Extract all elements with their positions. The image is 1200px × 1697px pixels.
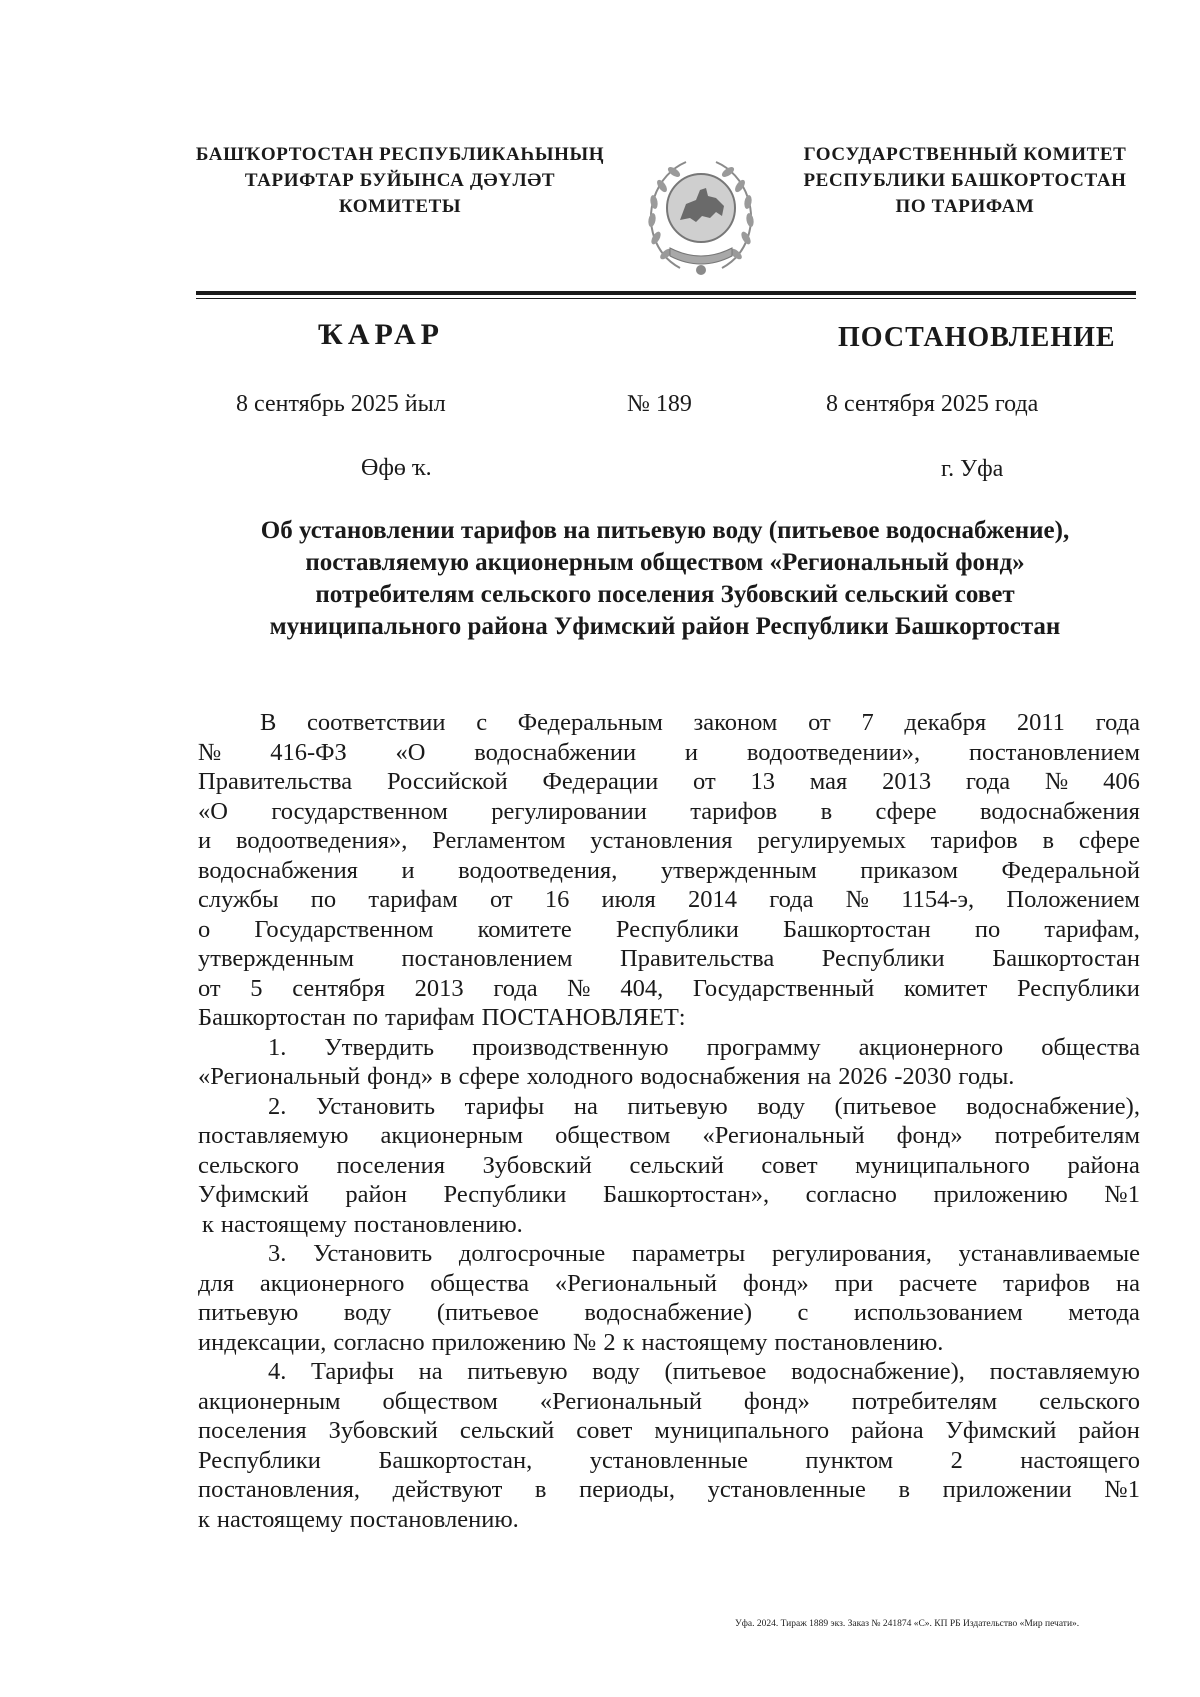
header-left-line: КОМИТЕТЫ: [338, 196, 462, 217]
body-word: к: [622, 1328, 635, 1356]
body-line: [198, 1033, 1140, 1063]
body-word: совет: [576, 1417, 633, 1444]
body-word: «Региональный: [198, 1063, 361, 1090]
body-line: [198, 1357, 1140, 1387]
body-word: сельский: [459, 1417, 555, 1444]
body-word: 3.: [268, 1240, 287, 1267]
body-word: постановлению.: [349, 1505, 519, 1533]
body-word: постановлением: [401, 945, 573, 972]
body-word: 13: [750, 768, 775, 795]
title-line: Об установлении тарифов на питьевую воду (питьевое водоснабжение),: [260, 517, 1070, 544]
doc-type-bashkir: ҠАРАР: [318, 318, 445, 351]
body-word: поселения: [198, 1417, 307, 1444]
header-right-line: РЕСПУБЛИКИ БАШКОРТОСТАН: [803, 170, 1127, 191]
body-word: на: [807, 1063, 832, 1090]
body-word: и: [684, 738, 699, 766]
body-word: установленные: [707, 1476, 866, 1503]
body-word: Российской: [386, 768, 508, 795]
body-line: [198, 708, 1140, 738]
body-word: ПОСТАНОВЛЯЕТ:: [481, 1004, 686, 1031]
body-word: водоснабжении: [474, 738, 637, 766]
body-word: (питьевое: [834, 1092, 937, 1120]
body-word: водоотведении»,: [746, 738, 921, 766]
body-word: по: [974, 915, 1001, 943]
body-word: установленные: [589, 1446, 748, 1474]
body-word: тарифов: [1003, 1269, 1091, 1297]
body-line: [198, 1062, 1140, 1092]
body-word: года: [1095, 709, 1140, 736]
body-word: Башкортостан»,: [602, 1181, 770, 1208]
body-word: 5: [250, 974, 263, 1002]
body-word: Правительства: [198, 768, 353, 795]
body-word: муниципального: [855, 1151, 1030, 1179]
body-word: настоящему: [220, 1210, 347, 1238]
body-word: Республики: [1016, 974, 1140, 1002]
body-word: утвержденным: [660, 856, 817, 884]
body-word: на: [573, 1092, 598, 1120]
body-word: настоящему: [641, 1328, 768, 1356]
body-word: производственную: [472, 1033, 669, 1061]
body-word: №: [567, 974, 591, 1002]
body-word: Государственном: [254, 915, 434, 943]
body-word: Положением: [1006, 886, 1140, 913]
body-word: приказом: [860, 856, 958, 884]
body-word: 2: [603, 1328, 616, 1356]
body-word: воду: [343, 1299, 392, 1326]
body-line: [198, 885, 1140, 915]
body-word: устанавливаемые: [958, 1240, 1140, 1267]
body-word: приложению: [431, 1328, 566, 1356]
doc-type-russian: ПОСТАНОВЛЕНИЕ: [838, 322, 1116, 353]
body-word: Уфимский: [198, 1181, 309, 1208]
body-word: Федеральной: [1001, 856, 1140, 884]
body-word: Зубовский: [328, 1417, 438, 1444]
body-word: года: [965, 768, 1011, 795]
body-word: тарифам: [368, 886, 458, 913]
body-word: от: [198, 974, 221, 1002]
body-word: Утвердить: [324, 1033, 435, 1061]
body-line: [198, 1210, 1140, 1240]
body-word: совет: [761, 1151, 818, 1179]
body-word: 7: [861, 709, 874, 736]
body-line: [198, 915, 1140, 945]
body-word: от: [693, 768, 716, 795]
body-word: Тарифы: [311, 1358, 394, 1385]
body-line: [198, 974, 1140, 1004]
body-line: [198, 1416, 1140, 1446]
body-word: комитете: [477, 915, 572, 943]
body-word: сельского: [198, 1151, 299, 1179]
body-word: постановлению.: [353, 1210, 523, 1238]
body-word: Республики: [443, 1181, 567, 1208]
body-word: «Региональный: [539, 1387, 702, 1415]
body-word: «Региональный: [554, 1269, 717, 1297]
body-word: Государственный: [692, 974, 875, 1002]
body-word: водоснабжения: [979, 797, 1140, 825]
body-word: сфере: [875, 797, 937, 825]
header-left-bashkir: [180, 142, 620, 220]
body-word: сельского: [1039, 1387, 1140, 1415]
body-word: сфере: [458, 1063, 520, 1090]
body-word: водоснабжение),: [791, 1358, 965, 1385]
body-word: расчете: [899, 1269, 978, 1297]
body-word: сентября: [292, 974, 385, 1002]
body-line: [198, 1298, 1140, 1328]
body-word: 1.: [268, 1033, 287, 1061]
body-word: периоды,: [579, 1476, 676, 1503]
body-line: [198, 1239, 1140, 1269]
body-word: 416-ФЗ: [270, 738, 347, 766]
body-word: 2.: [268, 1092, 287, 1120]
body-word: обществом: [555, 1122, 671, 1149]
body-word: 2026: [838, 1063, 888, 1090]
body-word: от: [490, 886, 513, 913]
body-word: 1154-э,: [901, 886, 975, 913]
body-line: [198, 1475, 1140, 1505]
body-word: июля: [601, 886, 656, 913]
header-left-line: ТАРИФТАР БУЙЫНСА ДӘҮЛӘТ: [244, 170, 556, 191]
body-word: Уфимский: [945, 1417, 1057, 1444]
body-word: общества: [1041, 1033, 1140, 1061]
body-word: Федерации: [542, 768, 659, 795]
body-word: потребителям: [851, 1387, 998, 1415]
body-word: регулировании: [491, 797, 647, 825]
body-word: Установить: [315, 1092, 436, 1120]
body-word: годы.: [958, 1063, 1015, 1090]
body-word: в: [1042, 827, 1055, 854]
body-word: 406: [1103, 768, 1140, 795]
body-word: Башкортостан: [782, 915, 931, 943]
body-word: пунктом: [805, 1446, 894, 1474]
header-divider-thin: [196, 298, 1136, 299]
body-word: сельский: [629, 1151, 724, 1179]
bashkortostan-coat-of-arms-icon: [640, 146, 762, 282]
date-bashkir: 8 сентябрь 2025 йыл: [236, 391, 446, 417]
document-title: [190, 515, 1140, 643]
body-line: [198, 738, 1140, 768]
body-word: фонд»: [367, 1063, 434, 1090]
body-word: на: [1115, 1269, 1140, 1297]
body-word: Республики: [615, 915, 739, 943]
body-word: настоящему: [216, 1505, 343, 1533]
body-word: воду: [592, 1358, 640, 1385]
body-word: воду: [757, 1092, 805, 1120]
body-word: водоотведения,: [458, 856, 618, 884]
body-word: в: [534, 1476, 547, 1503]
body-word: 2011: [1016, 709, 1065, 736]
body-word: комитет: [903, 974, 988, 1002]
body-word: использованием: [853, 1299, 1023, 1326]
body-word: Правительства: [620, 945, 775, 972]
body-word: индексации,: [198, 1328, 327, 1356]
body-word: по: [352, 1004, 379, 1031]
body-word: тарифам,: [1044, 915, 1140, 943]
place-russian: г. Уфа: [941, 456, 1004, 482]
body-word: №: [572, 1328, 597, 1356]
body-word: о: [198, 915, 211, 943]
body-line: [198, 1151, 1140, 1181]
body-word: и: [198, 827, 212, 854]
body-word: поселения: [336, 1151, 446, 1179]
body-word: В: [260, 709, 277, 736]
body-word: Башкортостан: [992, 945, 1140, 972]
body-word: Республики: [821, 945, 945, 972]
body-line: [198, 797, 1140, 827]
document-body: [198, 708, 1140, 1534]
body-word: поставляемую: [989, 1358, 1140, 1385]
body-word: район: [1078, 1417, 1140, 1444]
body-word: декабря: [904, 709, 987, 736]
body-line: [198, 1180, 1140, 1210]
body-word: района: [851, 1417, 924, 1444]
header-left-line: БАШҠОРТОСТАН РЕСПУБЛИКАҺЫНЫҢ: [195, 144, 605, 165]
body-word: на: [418, 1358, 443, 1385]
body-word: водоснабжения: [198, 856, 358, 884]
body-line: [198, 1003, 1140, 1033]
body-word: по: [310, 886, 337, 913]
body-word: №: [1044, 768, 1069, 795]
body-word: тарифов: [690, 797, 778, 825]
body-word: программу: [706, 1033, 821, 1061]
body-word: акционерным: [380, 1122, 524, 1149]
body-word: питьевую: [627, 1092, 728, 1120]
body-word: поставляемую: [198, 1122, 349, 1149]
body-word: 2013: [882, 768, 932, 795]
body-word: службы: [198, 886, 279, 913]
body-word: фонд»: [743, 1387, 810, 1415]
body-word: акционерного: [858, 1033, 1004, 1061]
body-word: №1: [1104, 1476, 1140, 1503]
body-word: -2030: [894, 1063, 952, 1090]
body-word: Башкортостан: [198, 1004, 346, 1031]
body-word: мая: [809, 768, 848, 795]
body-word: Башкортостан,: [378, 1446, 533, 1474]
body-word: года: [493, 974, 538, 1002]
body-word: фонд»: [742, 1269, 809, 1297]
header-divider-thick: [196, 291, 1136, 295]
body-word: акционерным: [198, 1387, 341, 1415]
body-word: от: [808, 709, 831, 736]
body-word: 2014: [688, 886, 738, 913]
body-word: в: [440, 1063, 452, 1090]
body-word: в: [898, 1476, 911, 1503]
body-word: настоящего: [1020, 1446, 1140, 1474]
body-line: [198, 1092, 1140, 1122]
body-word: фонд»: [896, 1122, 963, 1149]
body-word: №: [845, 886, 870, 913]
place-bashkir: Өфө ҡ.: [361, 455, 432, 481]
body-word: постановлением: [968, 738, 1140, 766]
body-word: водоснабжение): [584, 1299, 753, 1326]
body-word: приложении: [942, 1476, 1072, 1503]
body-line: [198, 826, 1140, 856]
body-word: государственном: [271, 797, 448, 825]
body-word: №1: [1104, 1181, 1140, 1208]
date-russian: 8 сентября 2025 года: [826, 391, 1039, 417]
header-right-line: ГОСУДАРСТВЕННЫЙ КОМИТЕТ: [803, 144, 1127, 165]
body-word: метода: [1068, 1299, 1140, 1326]
body-word: приложению: [933, 1181, 1068, 1208]
body-word: Федеральным: [517, 709, 663, 736]
body-word: 2013: [414, 974, 464, 1002]
header-right-russian: [790, 142, 1140, 220]
body-word: действуют: [392, 1476, 503, 1503]
body-word: водоснабжения: [640, 1063, 801, 1090]
body-word: 2: [950, 1446, 963, 1474]
body-word: муниципального: [654, 1417, 830, 1444]
body-line: [198, 1121, 1140, 1151]
title-line: муниципального района Уфимский район Республики Башкортостан: [269, 613, 1061, 640]
body-word: при: [834, 1269, 874, 1297]
body-word: водоснабжение),: [966, 1092, 1140, 1120]
body-word: долгосрочные: [458, 1240, 606, 1267]
body-word: соответствии: [307, 709, 446, 736]
body-word: регулирования,: [771, 1240, 932, 1267]
body-word: акционерного: [259, 1269, 405, 1297]
body-line: [198, 944, 1140, 974]
body-word: тарифы: [464, 1092, 545, 1120]
body-word: параметры: [632, 1240, 746, 1267]
body-word: (питьевое: [436, 1299, 539, 1326]
body-word: согласно: [805, 1181, 897, 1208]
body-word: для: [198, 1269, 234, 1297]
body-word: регулируемых: [757, 827, 906, 854]
body-word: утвержденным: [198, 945, 354, 972]
body-word: питьевую: [198, 1299, 299, 1326]
title-line: поставляемую акционерным обществом «Региональный фонд»: [305, 549, 1025, 576]
body-word: питьевую: [467, 1358, 568, 1385]
body-word: Зубовский: [482, 1151, 592, 1179]
body-word: в: [820, 797, 833, 825]
body-word: к: [198, 1505, 210, 1533]
body-word: общества: [430, 1269, 529, 1297]
body-word: постановления,: [198, 1476, 361, 1503]
body-line: [198, 1328, 1140, 1358]
body-word: установления: [590, 827, 733, 854]
title-line: потребителям сельского поселения Зубовский сельский совет: [315, 581, 1015, 608]
body-word: с: [476, 709, 488, 736]
body-word: с: [797, 1299, 809, 1326]
body-word: 4.: [268, 1358, 287, 1385]
body-word: года: [769, 886, 814, 913]
body-line: [198, 1387, 1140, 1417]
body-word: «О: [198, 797, 228, 825]
body-word: (питьевое: [664, 1358, 767, 1385]
body-word: «О: [395, 738, 426, 766]
body-word: постановлению.: [774, 1328, 944, 1356]
body-word: 404,: [620, 974, 664, 1002]
body-word: тарифам: [385, 1004, 475, 1031]
body-word: обществом: [382, 1387, 498, 1415]
body-word: к: [202, 1210, 214, 1238]
body-word: 16: [544, 886, 570, 913]
body-line: [198, 767, 1140, 797]
body-word: холодного: [526, 1063, 634, 1090]
body-word: район: [345, 1181, 407, 1208]
body-word: «Региональный: [702, 1122, 865, 1149]
body-word: Установить: [313, 1240, 433, 1267]
printing-imprint: Уфа. 2024. Тираж 1889 экз. Заказ № 241874 «С». КП РБ Издательство «Мир печати».: [735, 1619, 1080, 1629]
body-word: Регламентом: [432, 827, 566, 854]
body-word: потребителям: [994, 1122, 1140, 1149]
body-word: №: [198, 738, 222, 766]
body-word: Республики: [198, 1446, 321, 1474]
body-line: [198, 1269, 1140, 1299]
body-word: района: [1067, 1151, 1140, 1179]
header-right-line: ПО ТАРИФАМ: [895, 196, 1035, 217]
body-word: водоотведения»,: [235, 827, 408, 854]
body-line: [198, 1446, 1140, 1476]
body-line: [198, 856, 1140, 886]
body-line: [198, 1505, 1140, 1535]
body-word: согласно: [333, 1328, 425, 1356]
body-word: законом: [693, 709, 778, 736]
body-word: сфере: [1078, 827, 1140, 854]
document-number: № 189: [627, 391, 692, 417]
body-word: тарифов: [930, 827, 1018, 854]
body-word: и: [401, 856, 415, 884]
